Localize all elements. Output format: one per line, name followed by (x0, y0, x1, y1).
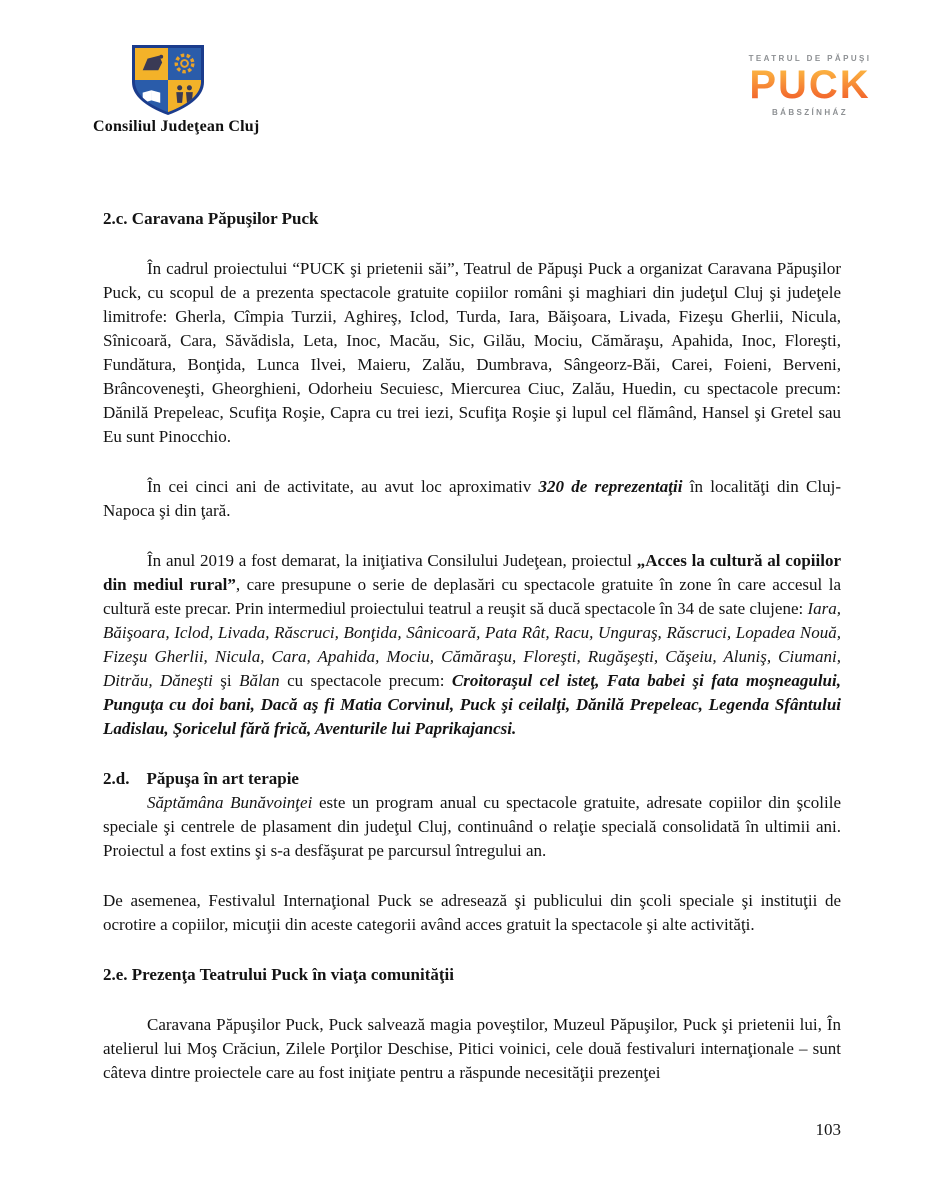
text-run: 2.d. Păpuşa în art terapie (103, 769, 299, 788)
body-paragraph (103, 889, 841, 937)
text-run: 320 de reprezentaţii (538, 477, 683, 496)
text-run: în localităţi din Cluj-Napoca şi din ţară. (103, 477, 841, 520)
text-run: cu spectacole precum: (279, 671, 452, 690)
council-logo (93, 44, 260, 136)
page-header (93, 44, 880, 136)
body-paragraph (103, 549, 841, 741)
council-caption: Consiliul Judeţean Cluj (93, 118, 260, 135)
text-run: Iara, Băişoara, Iclod, Livada, Răscruci, Bonţida, Sânicoară, Pata Rât, Racu, Unguraş, Răscruci, Lopadea Nouă, Fizeşu Gherlii, Nicula, Cara, Apahida, Mociu, Cămăraşu, Floreşti, Rugăşeşti, Căşeiu, Aluniş, Ciumani, Ditrău, Dăneşti (103, 599, 841, 690)
text-run: De asemenea, Festivalul Internaţional Puck se adresează şi publicului din şcoli speciale şi instituţii de ocrotire a copiilor, micuţii din aceste categorii având acces gratuit la spectacole şi alte activităţi. (103, 891, 841, 934)
section-heading (103, 207, 841, 231)
text-run: 2.e. Prezenţa Teatrului Puck în viaţa comunităţii (103, 965, 455, 984)
body-paragraph (103, 791, 841, 863)
body-paragraph (103, 475, 841, 523)
text-run: 2.c. Caravana Păpuşilor Puck (103, 209, 319, 228)
body-paragraph (103, 257, 841, 449)
text-run: este un program anual cu spectacole gratuite, adresate copiilor din şcolile speciale şi centrele de plasament din judeţul Cluj, continuând o relaţie specială consolidată în ultimii ani. Proiectul a fost extins şi s-a desfăşurat pe parcursul întregului an. (103, 793, 841, 860)
text-run: Caravana Păpuşilor Puck, Puck salvează magia poveştilor, Muzeul Păpuşilor, Puck şi prietenii lui, În atelierul lui Moş Crăciun, Zilele Porţilor Deschise, Pitici voinici, cele două festivaluri internaţionale – sunt câteva dintre proiectele care au fost iniţiate pentru a răspunde necesităţii prezenţei (103, 1015, 841, 1082)
theatre-logo (740, 44, 880, 117)
body-paragraph (103, 1013, 841, 1085)
page-footer (103, 1120, 841, 1140)
section-heading (103, 963, 841, 987)
text-run: În cadrul proiectului “PUCK şi prietenii săi”, Teatrul de Păpuşi Puck a organizat Caravana Păpuşilor Puck, cu scopul de a prezenta spectacole gratuite copiilor români şi maghiari din judeţul Cluj şi judeţele limitrofe: Gherla, Cîmpia Turzii, Aghireş, Iclod, Turda, Iara, Băişoara, Livada, Fizeşu Gherlii, Nicula, Sînicoară, Cara, Săvădisla, Leta, Inoc, Macău, Sic, Gilău, Mociu, Cămăraşu, Apahida, Inoc, Floreşti, Fundătura, Bonţida, Lunca Ilvei, Maieru, Zalău, Dumbrava, Sângeorz-Băi, Carei, Foieni, Berveni, Brâncoveneşti, Gheorghieni, Odorheiu Secuiesc, Miercurea Ciuc, Zalău, Huedin, cu spectacole precum: Dănilă Prepeleac, Scufiţa Roşie, Capra cu trei iezi, Scufiţa Roşie şi lupul cel flămând, Hansel şi Gretel sau Eu sunt Pinocchio. (103, 259, 841, 446)
text-run: În cei cinci ani de activitate, au avut loc aproximativ (147, 477, 539, 496)
theatre-logo-name: PUCK (740, 65, 880, 105)
document-body (103, 207, 841, 1085)
council-coat-of-arms-icon (128, 44, 208, 116)
text-run: , care presupune o serie de deplasări cu spectacole gratuite în zone în care accesul la cultură este precar. Prin intermediul proiectului teatrul a reuşit să ducă spectacole în 34 de sate clujene: (103, 575, 841, 618)
theatre-logo-bottom-line: BÁBSZÍNHÁZ (772, 108, 848, 117)
text-run: Săptămâna Bunăvoinţei (147, 793, 313, 812)
text-run: Bălan (239, 671, 280, 690)
page-number: 103 (815, 1120, 841, 1139)
text-run: şi (212, 671, 240, 690)
text-run: Croitoraşul cel isteţ, Fata babei şi fata moşneagului, Punguţa cu doi bani, Dacă aş fi Matia Corvinul, Puck şi ceilalţi, Dănilă Prepeleac, Legenda Sfântului Ladislau, Şoricelul fără frică, Aventurile lui Paprikajancsi. (103, 671, 841, 738)
text-run: În anul 2019 a fost demarat, la iniţiativa Consilului Judeţean, proiectul (147, 551, 637, 570)
section-heading (103, 767, 841, 791)
theatre-logo-top-line: TEATRUL DE PĂPUŞI (748, 54, 872, 63)
text-run: „Acces la cultură al copiilor din mediul rural” (103, 551, 841, 594)
